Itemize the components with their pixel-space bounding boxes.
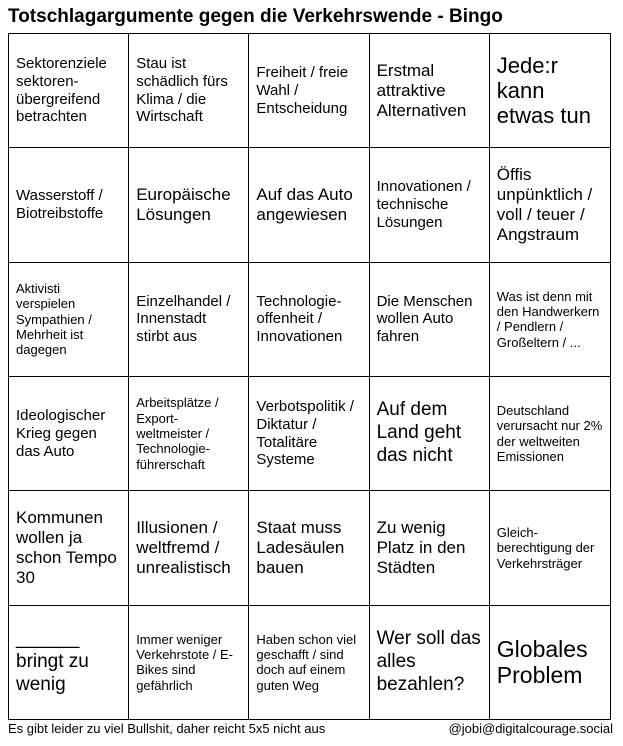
cell-text: Wer soll das alles bezahlen? xyxy=(376,628,481,695)
cell-text: Europäische Lösungen xyxy=(136,184,231,224)
bingo-cell xyxy=(249,263,369,377)
bingo-cell xyxy=(249,491,369,605)
cell-text: Innovationen / technische Lösungen xyxy=(376,178,471,231)
bingo-cell xyxy=(490,491,611,605)
bingo-cell xyxy=(490,34,611,148)
bingo-cell xyxy=(9,606,129,720)
cell-text: Technologie-offenheit / Innovationen xyxy=(256,292,343,346)
cell-text: Freiheit / freie Wahl / Entscheidung xyxy=(256,64,349,117)
cell-text: Kommunen wollen ja schon Tempo 30 xyxy=(16,507,117,588)
cell-text: ______ bringt zu wenig xyxy=(16,628,89,695)
cell-text: Stau ist schädlich fürs Klima / die Wirtschaft xyxy=(136,55,228,126)
cell-text: Globales Problem xyxy=(496,635,588,689)
bingo-cell xyxy=(249,148,369,262)
cell-text: Erstmal attraktive Alternativen xyxy=(376,60,467,120)
bingo-cell xyxy=(129,34,249,148)
bingo-cell xyxy=(370,606,490,720)
cell-text: Staat muss Ladesäulen bauen xyxy=(256,517,345,578)
bingo-cell xyxy=(9,34,129,148)
cell-text: Verbotspolitik / Diktatur / Totalitäre Systeme xyxy=(256,398,354,469)
cell-text: Aktivisti verspielen Sympathien / Mehrheit ist dagegen xyxy=(16,281,92,358)
bingo-cell xyxy=(129,606,249,720)
bingo-title: Totschlagargumente gegen die Verkehrswende - Bingo xyxy=(8,6,503,27)
cell-text: Gleich-berechtigung der Verkehrsträger xyxy=(496,525,595,571)
cell-text: Wasserstoff / Biotreibstoffe xyxy=(16,187,104,222)
cell-text: Die Menschen wollen Auto fahren xyxy=(376,292,473,346)
bingo-cell xyxy=(129,148,249,262)
bingo-cell xyxy=(9,491,129,605)
bingo-cell xyxy=(129,491,249,605)
bingo-cell xyxy=(370,491,490,605)
bingo-cell xyxy=(490,377,611,491)
cell-text: Jede:r kann etwas tun xyxy=(496,52,591,129)
bingo-cell xyxy=(129,263,249,377)
bingo-cell xyxy=(129,377,249,491)
footer-note: Es gibt leider zu viel Bullshit, daher reicht 5x5 nicht aus xyxy=(8,721,326,736)
author-handle: @jobi@digitalcourage.social xyxy=(448,721,613,736)
cell-text: Öffis unpünktlich / voll / teuer / Angstraum xyxy=(496,164,593,245)
bingo-cell xyxy=(370,148,490,262)
bingo-cell xyxy=(249,606,369,720)
cell-text: Was ist denn mit den Handwerkern / Pendlern / Großeltern / ... xyxy=(496,288,600,350)
bingo-cell xyxy=(370,34,490,148)
cell-text: Sektorenziele sektoren-übergreifend betrachten xyxy=(16,55,107,126)
cell-text: Arbeitsplätze / Export-weltmeister / Technologie-führerschaft xyxy=(136,395,219,472)
cell-text: Auf dem Land geht das nicht xyxy=(376,399,462,467)
cell-text: Ideologischer Krieg gegen das Auto xyxy=(16,407,106,460)
bingo-cell xyxy=(490,263,611,377)
bingo-cell xyxy=(9,377,129,491)
cell-text: Zu wenig Platz in den Städten xyxy=(376,517,466,578)
cell-text: Illusionen / weltfremd / unrealistisch xyxy=(136,517,231,578)
cell-text: Auf das Auto angewiesen xyxy=(256,184,353,224)
cell-text: Immer weniger Verkehrstote / E-Bikes sind gefährlich xyxy=(136,631,234,693)
bingo-cell xyxy=(249,34,369,148)
bingo-cell xyxy=(9,148,129,262)
bingo-cell xyxy=(249,377,369,491)
bingo-cell xyxy=(370,263,490,377)
cell-text: Deutschland verursacht nur 2% der weltweiten Emissionen xyxy=(496,403,603,464)
bingo-cell xyxy=(370,377,490,491)
cell-text: Haben schon viel geschafft / sind doch auf einem guten Weg xyxy=(256,631,357,693)
bingo-cell xyxy=(490,148,611,262)
bingo-cell xyxy=(490,606,611,720)
cell-text: Einzelhandel / Innenstadt stirbt aus xyxy=(136,292,231,346)
bingo-cell xyxy=(9,263,129,377)
bingo-grid xyxy=(8,33,611,720)
